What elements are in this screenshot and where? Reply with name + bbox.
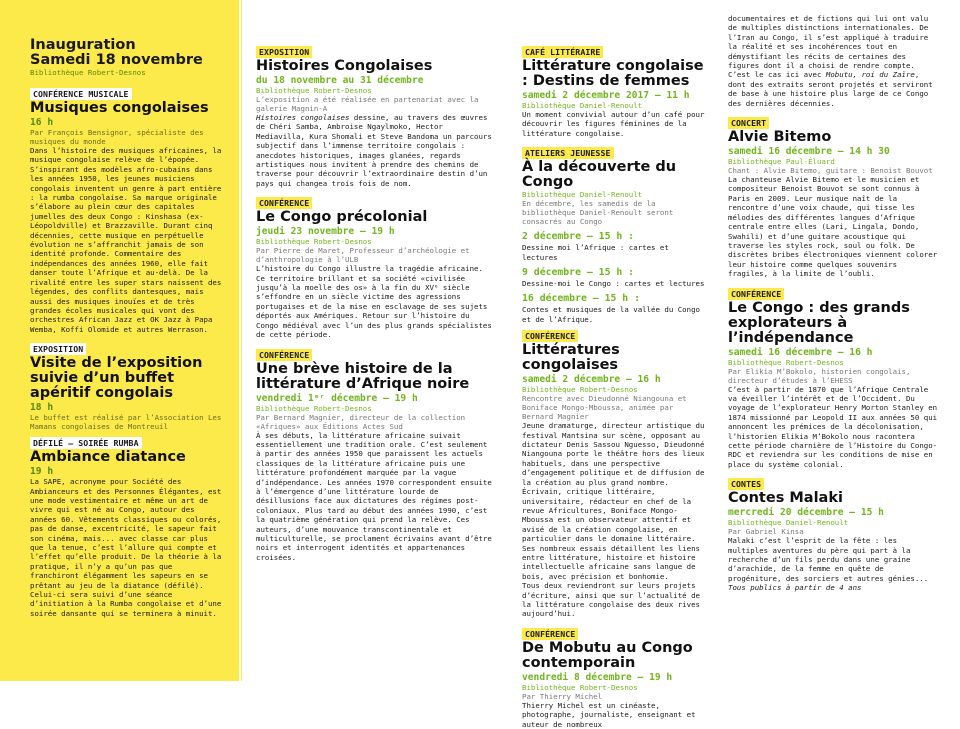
histoires-body bbox=[256, 113, 494, 188]
litteratures-body-3: Tous deux reviendront sur leurs projets d’écriture, ainsi que sur l’actualité de la littérature congolaise des deux rives aujourd’hui. bbox=[522, 581, 700, 619]
session-desc: Dessine moi l’Afrique : cartes et lectures bbox=[522, 243, 669, 262]
litteratures-body-2: Écrivain, critique littéraire, universitaire, rédacteur en chef de la revue Africultures, Boniface Mongo-Mboussa est un observateur attentif et avisé de la création congolaise, en particulier dans le domaine littéraire. Ses nombreux essais détaillent les liens entre littérature, histoire et histoire intellectuelle africaine sans langue de bois, avec précision et bonhomie. bbox=[522, 487, 700, 581]
cafe-title: Littérature congolaise : Destins de femmes bbox=[522, 58, 704, 89]
musiques-body: Dans l’histoire des musiques africaines, la musique congolaise relève de l’épopée. S’inspirant des modèles afro-cubains dans les années 1950, les jeunes musiciens congolais inventent un genre à part entière : la rumba congolaise. Sa marque originale s’élabore au plein cœur des capitales jumelles des deux Congo : Kinshasa (ex-Léopoldville) et Brazzaville. Durant cinq décennies, cette musique en perpétuelle évolution ne s’affranchit jamais de son identité profonde. Commentaire des indépendances des années 1960, elle fait danser toute l’Afrique et au-delà. De la rivalité entre les super stars naissent des légendes, des conflits dantesques, mais aussi des musiques inouïes et de très grandes écoles musicales qui vont des orchestres African Jazz et OK Jazz à Papa Wemba, Koffi Olomide et autres Werrason. bbox=[30, 146, 222, 334]
visite-tag: EXPOSITION bbox=[30, 343, 86, 355]
session-date: 2 décembre – 15 h : bbox=[522, 231, 635, 243]
histoires-body-italic: Histoires congolaises bbox=[256, 113, 350, 122]
inauguration-date: Samedi 18 novembre bbox=[30, 52, 203, 68]
mobutu-film-title: Mobutu, roi du Zaïre bbox=[825, 70, 915, 80]
column-4 bbox=[714, 0, 960, 681]
histoires-tag: EXPOSITION bbox=[256, 46, 312, 58]
visite-note: Le buffet est réalisé par l’Association Les Mamans congolaises de Montreuil bbox=[30, 413, 222, 432]
musiques-title: Musiques congolaises bbox=[30, 100, 209, 116]
musiques-speaker: Par François Bensignor, spécialiste des musiques du monde bbox=[30, 128, 204, 146]
litteratures-tag: CONFÉRENCE bbox=[522, 330, 578, 342]
concert-title: Alvie Bitemo bbox=[728, 129, 832, 146]
session-date: 9 décembre – 15 h : bbox=[522, 267, 635, 279]
explorateurs-title: Le Congo : des grands explorateurs à l’indépendance bbox=[728, 299, 910, 346]
mobutu-date: vendredi 8 décembre – 19 h bbox=[522, 671, 673, 683]
mobutu-cont-pre: documentaires et de fictions qui lui ont valu de multiples distinctions internationales. De l’Iran au Congo, il s’est appliqué à traduire la réalité et ses incohérences tout en démystifiant les récits de certaines des figures dont il a choisi de rendre compte. C’est le cas ici avec bbox=[728, 14, 929, 80]
breve-title: Une brève histoire de la littérature d’Afrique noire bbox=[256, 360, 470, 392]
precolonial-date: jeudi 23 novembre – 19 h bbox=[256, 226, 395, 238]
concert-body: La chanteuse Alvie Bitemo et le musicien et compositeur Benoist Bouvot se sont connus à Paris en 2009. Leur musique naît de la rencontre d’une voix chaude, qui tisse les mélodies des différentes langues d’Afrique centrale entre elles (Lari, Lingala, Dondo, Swahili) et d’une guitare acoustique qui traverse les styles rock, soul ou folk. De discrètes bribes électroniques viennent colorer leur histoire comme quelques souvenirs fragiles, à la limite de l’oubli. bbox=[728, 175, 938, 279]
session-desc: Dessine-moi le Congo : cartes et lectures bbox=[522, 279, 705, 289]
musiques-tag: CONFÉRENCE MUSICALE bbox=[30, 88, 132, 100]
contes-title: Contes Malaki bbox=[728, 490, 843, 507]
litteratures-venue: Bibliothèque Robert-Desnos bbox=[522, 385, 638, 395]
contes-tag: CONTES bbox=[728, 478, 764, 490]
column-1 bbox=[0, 0, 238, 681]
contes-date: mercredi 20 décembre – 15 h bbox=[728, 507, 884, 519]
precolonial-venue: Bibliothèque Robert-Desnos bbox=[256, 237, 372, 247]
inauguration-venue: Bibliothèque Robert-Desnos bbox=[30, 68, 146, 77]
explorateurs-venue: Bibliothèque Robert-Desnos bbox=[728, 357, 844, 367]
inauguration-line1: Inauguration bbox=[30, 37, 136, 53]
column-3 bbox=[506, 0, 714, 729]
ambiance-tag: DÉFILÉ – SOIRÉE RUMBA bbox=[30, 437, 142, 449]
musiques-time: 16 h bbox=[30, 117, 54, 128]
explorateurs-body: C’est à partir de 1870 que l’Afrique Centrale va éveiller l’intérêt et de l’Occident. Du voyage de l’explorateur Henry Morton Stanley en 1874 missionné par Leopold II aux années 50 qui annoncent les prémices de la décolonisation, l’historien Elikia M’Bokolo nous racontera cette période charnière de l’Histoire du Congo-RDC et reviendra sur les conditions de mise en place du système colonial. bbox=[728, 384, 938, 469]
visite-time: 18 h bbox=[30, 402, 54, 414]
cafe-tag: CAFÉ LITTÉRAIRE bbox=[522, 46, 603, 58]
decouverte-tag: ATELIERS JEUNESSE bbox=[522, 147, 614, 159]
breve-body: À ses débuts, la littérature africaine suivait essentiellement une tradition orale. C’est seulement à partir des années 1950 que paraissent les actuels classiques de la littérature africaine puis une littérature profondément marquée par la vague d’indépendance. Les années 1970 correspondent ensuite à l’émergence d’une littérature lourde de désillusions face aux dictatures des régimes post-coloniaux. Plus tard au début des années 1990, c’est la quatrième génération qui prend la relève. Ces auteurs, d’une mouvance transcontinentale et multiculturelle, se proclament écrivains avant d’être noirs et interrogent identités et appartenances croisées. bbox=[256, 430, 492, 562]
ambiance-body: La SAPE, acronyme pour Société des Ambianceurs et des Personnes Élégantes, est une mode vestimentaire et même un art de vivre qui est né au Congo, autour des années 60. Vêtements classiques ou colorés, pas de danse, excentricité, le sapeur fait son cinéma, mais... avec classe car plus que la tenue, c’est l’allure qui compte et l’effet qu’elle produit. De la théorie à la pratique, il n’y a qu’un pas que franchiront élégamment les sapeurs en se prêtant au jeu de la diatance (défilé). Celui-ci sera suivi d’une séance d’initiation à la Rumba congolaise et d’une soirée dansante qui se terminera à minuit. bbox=[30, 477, 222, 618]
contes-body-text: Malaki c’est l’esprit de la fête : les multiples aventures du père qui part à la recherche d’un fils perdu dans une graine d’arachide, de la femme en quête de progéniture, des sorciers et autres génies... bbox=[728, 536, 929, 583]
contes-venue: Bibliothèque Daniel-Renoult bbox=[728, 518, 849, 528]
explorateurs-speaker: Par Elikia M’Bokolo, historien congolais, directeur d’études à l’EHESS bbox=[728, 366, 911, 385]
contes-speaker: Par Gabriel Kinsa bbox=[728, 527, 804, 537]
litteratures-date: samedi 2 décembre – 16 h bbox=[522, 374, 661, 386]
litteratures-title: Littératures congolaises bbox=[522, 342, 620, 374]
visite-title: Visite de l’exposition suivie d’un buffet apéritif congolais bbox=[30, 355, 203, 402]
mobutu-speaker: Par Thierry Michel bbox=[522, 691, 603, 701]
precolonial-speaker: Par Pierre de Maret, Professeur d’archéologie et d’anthropologie à l’ULB bbox=[256, 246, 470, 265]
breve-tag: CONFÉRENCE bbox=[256, 349, 312, 361]
breve-speaker: Par Bernard Magnier, directeur de la collection «Afriques» aux Éditions Actes Sud bbox=[256, 412, 466, 431]
histoires-date: du 18 novembre au 31 décembre bbox=[256, 75, 424, 86]
cafe-venue: Bibliothèque Daniel-Renoult bbox=[522, 101, 643, 110]
precolonial-tag: CONFÉRENCE bbox=[256, 197, 312, 209]
decouverte-title: À la découverte du Congo bbox=[522, 159, 677, 191]
cafe-body: Un moment convivial autour d’un café pour découvrir les figures féminines de la littérature congolaise. bbox=[522, 110, 705, 138]
ambiance-title: Ambiance diatance bbox=[30, 449, 186, 466]
concert-speaker: Chant : Alvie Bitemo, guitare : Benoist Bouvot bbox=[728, 166, 933, 176]
breve-venue: Bibliothèque Robert-Desnos bbox=[256, 403, 372, 413]
mobutu-venue: Bibliothèque Robert-Desnos bbox=[522, 682, 638, 692]
column-2 bbox=[238, 0, 506, 681]
session-date: 16 décembre – 15 h : bbox=[522, 293, 640, 305]
litteratures-speaker: Rencontre avec Dieudonné Niangouna et Boniface Mongo-Mboussa, animée par Bernard Magnier bbox=[522, 394, 687, 422]
decouverte-intro: En décembre, les samedis de la bibliothèque Daniel-Renoult seront consacrés au Congo bbox=[522, 199, 674, 227]
contes-body bbox=[728, 536, 940, 592]
histoires-body-text: dessine, au travers des œuvres de Chéri Samba, Ambroise Ngaylmoko, Hector Mediavilla, Kura Shomali et Steve Bandoma un parcours subjectif dans l’immense territoire congolais : anecdotes historiques, images glanées, regards artistiques nous invitent à prendre des chemins de traverse pour découvrir l’extraordinaire destin d’un pays qui changea trois fois de nom. bbox=[256, 113, 492, 188]
decouverte-venue: Bibliothèque Daniel-Renoult bbox=[522, 190, 643, 200]
concert-tag: CONCERT bbox=[728, 117, 769, 129]
litteratures-body-1: Jeune dramaturge, directeur artistique du festival Mantsina sur scène, opposant au dictateur Denis Sassou Nguesso, Dieudonné Niangouna porte le théâtre hors des lieux habituels, dans une perspective d’engagement politique et de diffusion de la création au plus grand nombre. bbox=[522, 421, 705, 487]
precolonial-body: L’histoire du Congo illustre la tragédie africaine. Ce territoire brillant et sa société «civilisée jusqu’à la moelle des os» à la fin du XVᵉ siècle s’effondre en un siècle victime des agressions portugaises et de la mise en esclavage de ses sujets déportés aux Amériques. Retour sur l’histoire du Congo médiéval avec l’un des plus grands spécialistes de cette période. bbox=[256, 264, 492, 340]
histoires-partner: L’exposition a été réalisée en partenariat avec la galerie Magnin-A bbox=[256, 95, 479, 113]
inauguration-title bbox=[30, 38, 224, 68]
concert-venue: Bibliothèque Paul-Éluard bbox=[728, 157, 835, 167]
concert-date: samedi 16 décembre – 14 h 30 bbox=[728, 146, 890, 158]
mobutu-tag: CONFÉRENCE bbox=[522, 628, 578, 640]
precolonial-title: Le Congo précolonial bbox=[256, 209, 428, 226]
ambiance-time: 19 h bbox=[30, 466, 54, 478]
breve-date: vendredi 1ᵉʳ décembre – 19 h bbox=[256, 392, 418, 404]
mobutu-body-continued bbox=[728, 14, 940, 108]
mobutu-body: Thierry Michel est un cinéaste, photographe, journaliste, enseignant et auteur de nombreux bbox=[522, 700, 696, 729]
cafe-date: samedi 2 décembre 2017 – 11 h bbox=[522, 90, 690, 101]
mobutu-title: De Mobutu au Congo contemporain bbox=[522, 639, 693, 671]
explorateurs-date: samedi 16 décembre – 16 h bbox=[728, 346, 873, 358]
explorateurs-tag: CONFÉRENCE bbox=[728, 288, 784, 300]
contes-audience: Tous publics à partir de 4 ans bbox=[728, 583, 862, 593]
session-desc: Contes et musiques de la vallée du Congo et de l’Afrique. bbox=[522, 305, 700, 324]
histoires-title: Histoires Congolaises bbox=[256, 58, 433, 74]
histoires-venue: Bibliothèque Robert-Desnos bbox=[256, 86, 372, 95]
mobutu-cont-post: , dont des extraits seront projetés et serviront de base à une histoire plus large de ce Congo des dernières décennies. bbox=[728, 70, 933, 108]
